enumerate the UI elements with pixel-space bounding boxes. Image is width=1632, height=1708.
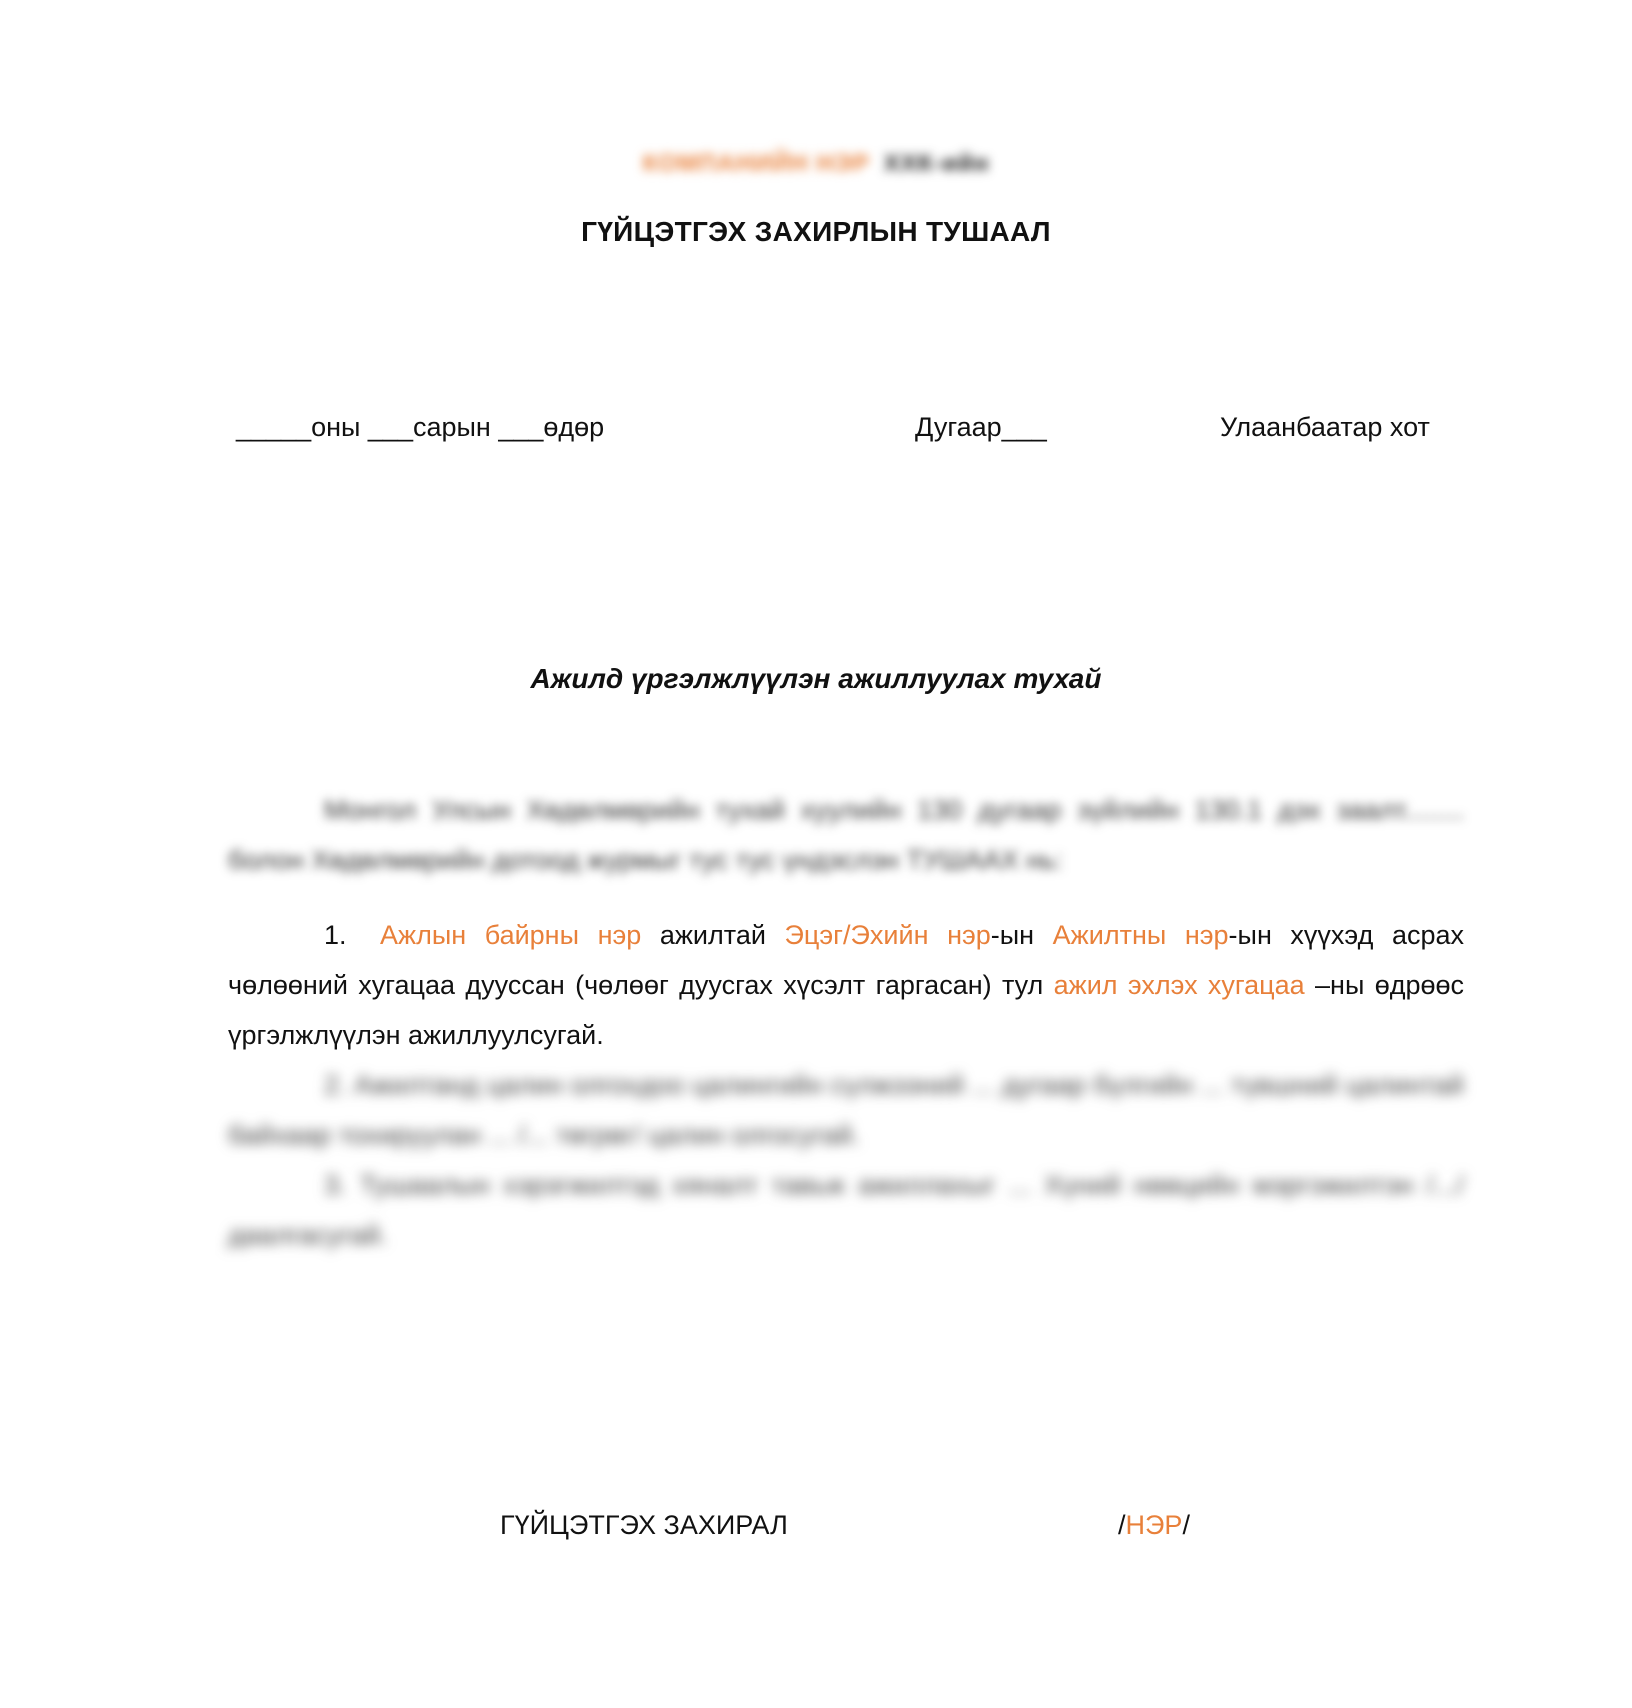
item-text: –ны өдрөөс үргэлжлүүлэн ажиллуулсугай. [228,970,1465,1050]
document-city: Улаанбаатар хот [1220,412,1430,442]
signer-name-placeholder: НЭР [1125,1510,1183,1540]
parent-name-placeholder: Эцэг/Эхийн нэр [784,920,991,950]
signature-name [1118,1510,1190,1541]
item-text: -ын хүүхэд асрах чөлөөний хугацаа дууссан (чөлөөг дуусгах хүсэлт гаргасан) тул [228,920,1464,1000]
item-number: 1. [324,920,347,950]
organization-suffix: ХХК-ийн [883,150,990,177]
start-date-placeholder: ажил эхлэх хугацаа [1053,970,1305,1000]
employee-name-placeholder: Ажилтны нэр [1052,920,1229,950]
document-number: Дугаар___ [915,412,1047,442]
order-item-2: 2. Ажилтанд цалин олгохдоо цалингийн сүлжээний ... дугаар бүлгийн ... түвшний цалинтай байхаар тохируулан ... /... төгрөг/ цалин олгосугай. [228,1070,1464,1150]
item-text: ажилтай [641,920,785,950]
name-bracket: / [1118,1510,1126,1540]
order-item-1 [228,910,1464,1060]
document-date: _____оны ___сарын ___өдөр [236,412,605,442]
document-title: ГҮЙЦЭТГЭХ ЗАХИРЛЫН ТУШААЛ [581,216,1051,247]
signature-role: ГҮЙЦЭТГЭХ ЗАХИРАЛ [500,1510,788,1540]
order-item-3: 3. Тушаалын хэрэгжилтэд хяналт тавьж ажиллахыг ... Хүний нөөцийн мэргэжилтэн /.../ даалгасугай. [228,1170,1464,1250]
intro-paragraph: Монгол Улсын Хөдөлмөрийн тухай хуулийн 130 дугаар зүйлийн 130.1 дэх заалт........ болон Хөдөлмөрийн дотоод журмыг тус тус үндэслэн ТУШААХ нь: [228,795,1464,875]
organization-line [0,150,1632,178]
organization-name: КОМПАНИЙН НЭР [642,150,870,177]
document-subject: Ажилд үргэлжлүүлэн ажиллуулах тухай [530,663,1102,694]
workplace-placeholder: Ажлын байрны нэр [380,920,642,950]
item-text: -ын [990,920,1053,950]
name-bracket: / [1182,1510,1190,1540]
